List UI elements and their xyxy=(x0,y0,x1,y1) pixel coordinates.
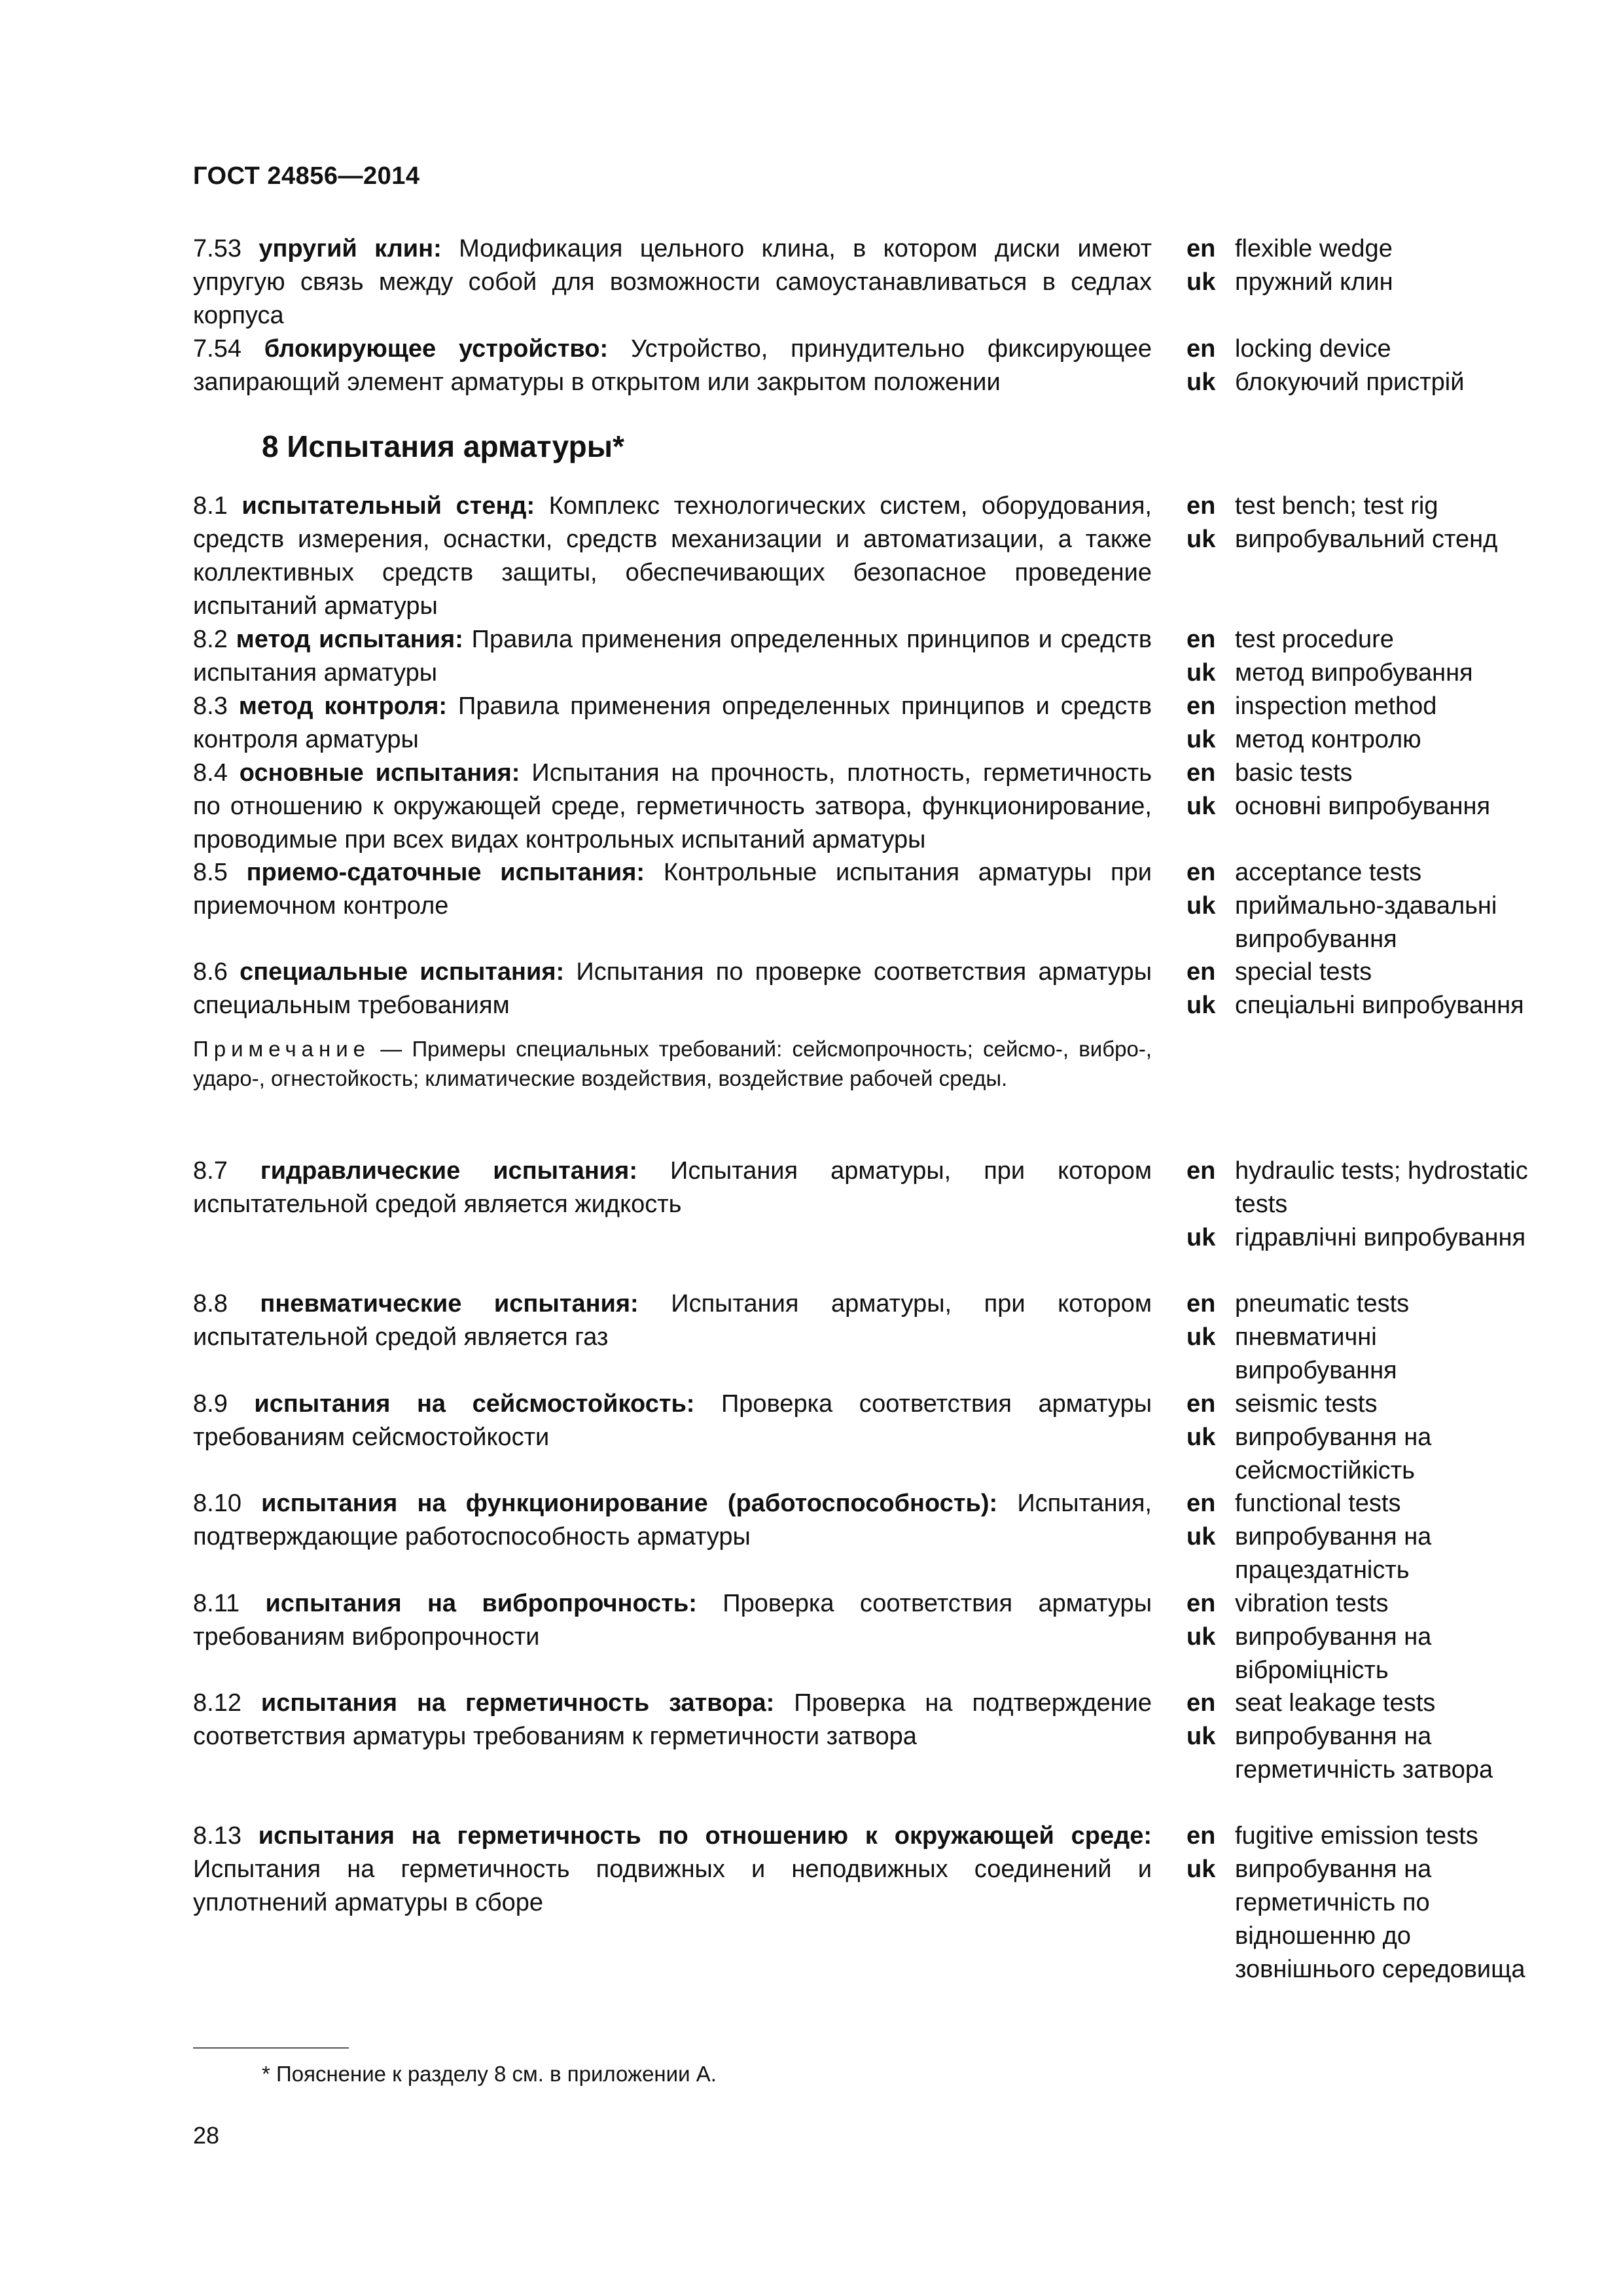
term-en: flexible wedge xyxy=(1235,235,1393,262)
entry-term: гидравлические испытания: xyxy=(260,1157,637,1185)
lang-en-label: en xyxy=(1186,626,1216,653)
entry-translations xyxy=(1186,757,1533,823)
lang-uk-label: uk xyxy=(1186,659,1216,687)
entry-definition xyxy=(193,1388,1152,1454)
entry-term: пневматические испытания: xyxy=(260,1290,639,1318)
entry-number: 8.8 xyxy=(193,1290,228,1318)
entry-translations xyxy=(1186,690,1533,757)
entry-number: 7.53 xyxy=(193,235,241,262)
entry-term: испытания на герметичность затвора: xyxy=(260,1689,775,1717)
term-uk: спеціальні випробування xyxy=(1235,992,1524,1019)
term-en: acceptance tests xyxy=(1235,859,1422,886)
lang-uk-label: uk xyxy=(1186,992,1216,1019)
entry-text: Проверка соответствия арматуры требованиям сейсмостойкости xyxy=(193,1390,1152,1451)
lang-en-label: en xyxy=(1186,235,1216,262)
note-label: Примечание xyxy=(193,1037,371,1061)
term-uk: випробування на працездатність xyxy=(1235,1523,1432,1584)
footnote-divider xyxy=(193,2047,349,2049)
entry-definition xyxy=(193,757,1152,857)
entry-definition xyxy=(193,1587,1152,1654)
entry-text: Испытания арматуры, при котором испытательной средой является газ xyxy=(193,1290,1152,1351)
entry-number: 8.12 xyxy=(193,1689,241,1717)
entry-number: 8.13 xyxy=(193,1822,241,1850)
term-en: hydraulic tests; hydrostatic tests xyxy=(1235,1157,1528,1218)
entry-term: метод контроля: xyxy=(238,692,448,720)
term-en: inspection method xyxy=(1235,692,1437,720)
lang-en-label: en xyxy=(1186,492,1216,520)
entry-term: метод испытания: xyxy=(236,626,463,653)
entry-text: Комплекс технологических систем, оборудования, средств измерения, оснастки, средств механизации и автоматизации, а также коллективных средств защиты, обеспечивающих безопасное проведение испытаний арматуры xyxy=(193,492,1152,620)
lang-en-label: en xyxy=(1186,335,1216,363)
entry-term: блокирующее устройство: xyxy=(264,335,609,363)
entry-number: 8.9 xyxy=(193,1390,228,1418)
entry-text: Испытания арматуры, при котором испытательной средой является жидкость xyxy=(193,1157,1152,1218)
entry-number: 8.1 xyxy=(193,492,228,520)
lang-uk-label: uk xyxy=(1186,368,1216,396)
entry-text: Модификация цельного клина, в котором диски имеют упругую связь между собой для возможности самоустанавливаться в седлах корпуса xyxy=(193,235,1152,329)
entry-translations xyxy=(1186,1388,1533,1488)
lang-uk-label: uk xyxy=(1186,726,1216,753)
entry-definition xyxy=(193,1687,1152,1753)
term-en: special tests xyxy=(1235,958,1372,986)
entry-term: испытания на сейсмостойкость: xyxy=(254,1390,695,1418)
lang-uk-label: uk xyxy=(1186,1723,1216,1750)
entry-text: Испытания на герметичность подвижных и неподвижных соединений и уплотнений арматуры в сборе xyxy=(193,1856,1152,1916)
lang-en-label: en xyxy=(1186,1290,1216,1318)
lang-uk-label: uk xyxy=(1186,1224,1216,1251)
entry-definition xyxy=(193,1820,1152,1920)
entry-definition xyxy=(193,956,1152,1022)
entry-number: 8.4 xyxy=(193,759,228,787)
entry-definition xyxy=(193,332,1152,399)
term-uk: випробування на сейсмостійкість xyxy=(1235,1424,1432,1484)
lang-uk-label: uk xyxy=(1186,1323,1216,1351)
lang-en-label: en xyxy=(1186,1490,1216,1517)
entry-definition xyxy=(193,232,1152,332)
term-uk: випробування на герметичність по відношенню до зовнішнього середовища xyxy=(1235,1856,1525,1983)
entry-number: 8.10 xyxy=(193,1490,241,1517)
term-en: seat leakage tests xyxy=(1235,1689,1436,1717)
entry-text: Испытания на прочность, плотность, герметичность по отношению к окружающей среде, герметичность затвора, функционирование, проводимые при всех видах контрольных испытаний арматуры xyxy=(193,759,1152,853)
lang-en-label: en xyxy=(1186,958,1216,986)
lang-uk-label: uk xyxy=(1186,793,1216,820)
entry-text: Испытания, подтверждающие работоспособность арматуры xyxy=(193,1490,1152,1551)
term-en: basic tests xyxy=(1235,759,1353,787)
entry-translations xyxy=(1186,232,1533,299)
entry-number: 8.3 xyxy=(193,692,228,720)
entry-translations xyxy=(1186,1687,1533,1787)
entry-text: Устройство, принудительно фиксирующее запирающий элемент арматуры в открытом или закрытом положении xyxy=(193,335,1152,396)
entry-text: Проверка соответствия арматуры требованиям вибропрочности xyxy=(193,1590,1152,1651)
lang-en-label: en xyxy=(1186,1689,1216,1717)
entry-number: 8.5 xyxy=(193,859,228,886)
lang-en-label: en xyxy=(1186,859,1216,886)
entry-term: основные испытания: xyxy=(239,759,520,787)
term-uk: приймально-здавальні випробування xyxy=(1235,892,1497,953)
entry-number: 8.6 xyxy=(193,958,228,986)
entry-translations xyxy=(1186,490,1533,556)
entry-text: Контрольные испытания арматуры при приемочном контроле xyxy=(193,859,1152,920)
entry-term: испытания на герметичность по отношению к окружающей среде: xyxy=(258,1822,1152,1850)
lang-en-label: en xyxy=(1186,1157,1216,1185)
lang-uk-label: uk xyxy=(1186,1523,1216,1551)
term-en: test procedure xyxy=(1235,626,1394,653)
entry-translations xyxy=(1186,956,1533,1022)
entry-translations xyxy=(1186,1820,1533,1986)
entry-translations xyxy=(1186,1155,1533,1255)
lang-uk-label: uk xyxy=(1186,1856,1216,1883)
lang-en-label: en xyxy=(1186,759,1216,787)
lang-en-label: en xyxy=(1186,1822,1216,1850)
entry-translations xyxy=(1186,332,1533,399)
term-uk: основні випробування xyxy=(1235,793,1491,820)
entry-definition xyxy=(193,1155,1152,1221)
entry-text: Правила применения определенных принципов и средств испытания арматуры xyxy=(193,626,1152,687)
term-en: pneumatic tests xyxy=(1235,1290,1410,1318)
entry-number: 8.7 xyxy=(193,1157,228,1185)
lang-uk-label: uk xyxy=(1186,1424,1216,1451)
term-uk: пружний клин xyxy=(1235,268,1393,296)
term-uk: пневматичні випробування xyxy=(1235,1323,1397,1384)
lang-uk-label: uk xyxy=(1186,268,1216,296)
entry-translations xyxy=(1186,1587,1533,1687)
entry-translations xyxy=(1186,1287,1533,1388)
entry-term: приемо-сдаточные испытания: xyxy=(246,859,645,886)
document-header: ГОСТ 24856—2014 xyxy=(193,162,420,190)
entry-definition xyxy=(193,490,1152,623)
footnote: * Пояснение к разделу 8 см. в приложении А. xyxy=(262,2062,717,2086)
entry-definition xyxy=(193,856,1152,923)
lang-en-label: en xyxy=(1186,692,1216,720)
entry-translations xyxy=(1186,623,1533,690)
page-number: 28 xyxy=(193,2122,220,2149)
entry-term: испытательный стенд: xyxy=(241,492,535,520)
term-uk: гідравлічні випробування xyxy=(1235,1224,1526,1251)
note-text xyxy=(193,1034,1152,1093)
entry-translations xyxy=(1186,856,1533,956)
entry-term: специальные испытания: xyxy=(240,958,565,986)
entry-definition xyxy=(193,623,1152,690)
term-uk: блокуючий пристрій xyxy=(1235,368,1465,396)
entry-translations xyxy=(1186,1487,1533,1587)
term-en: vibration tests xyxy=(1235,1590,1389,1617)
lang-uk-label: uk xyxy=(1186,526,1216,553)
entry-definition xyxy=(193,1287,1152,1354)
term-uk: метод контролю xyxy=(1235,726,1421,753)
lang-en-label: en xyxy=(1186,1390,1216,1418)
term-en: fugitive emission tests xyxy=(1235,1822,1478,1850)
entry-number: 8.11 xyxy=(193,1590,240,1617)
entry-term: испытания на функционирование (работоспособность): xyxy=(261,1490,998,1517)
term-en: seismic tests xyxy=(1235,1390,1378,1418)
lang-uk-label: uk xyxy=(1186,892,1216,920)
lang-en-label: en xyxy=(1186,1590,1216,1617)
term-uk: випробування на герметичність затвора xyxy=(1235,1723,1493,1784)
entry-definition xyxy=(193,690,1152,757)
entry-number: 7.54 xyxy=(193,335,241,363)
entry-term: упругий клин: xyxy=(259,235,442,262)
entry-text: Испытания по проверке соответствия арматуры специальным требованиям xyxy=(193,958,1152,1019)
lang-uk-label: uk xyxy=(1186,1623,1216,1651)
note-body: — Примеры специальных требований: сейсмопрочность; сейсмо-, вибро-, ударо-, огнестойкость; климатические воздействия, воздействие рабочей среды. xyxy=(193,1037,1152,1090)
entry-definition xyxy=(193,1487,1152,1554)
entry-number: 8.2 xyxy=(193,626,228,653)
term-uk: випробування на віброміцність xyxy=(1235,1623,1432,1684)
term-en: functional tests xyxy=(1235,1490,1401,1517)
section-title: 8 Испытания арматуры* xyxy=(262,429,624,463)
term-en: locking device xyxy=(1235,335,1391,363)
entry-term: испытания на вибропрочность: xyxy=(265,1590,697,1617)
term-en: test bench; test rig xyxy=(1235,492,1438,520)
term-uk: метод випробування xyxy=(1235,659,1473,687)
entry-text: Правила применения определенных принципов и средств контроля арматуры xyxy=(193,692,1152,753)
term-uk: випробувальний стенд xyxy=(1235,526,1498,553)
entry-text: Проверка на подтверждение соответствия арматуры требованиям к герметичности затвора xyxy=(193,1689,1152,1750)
